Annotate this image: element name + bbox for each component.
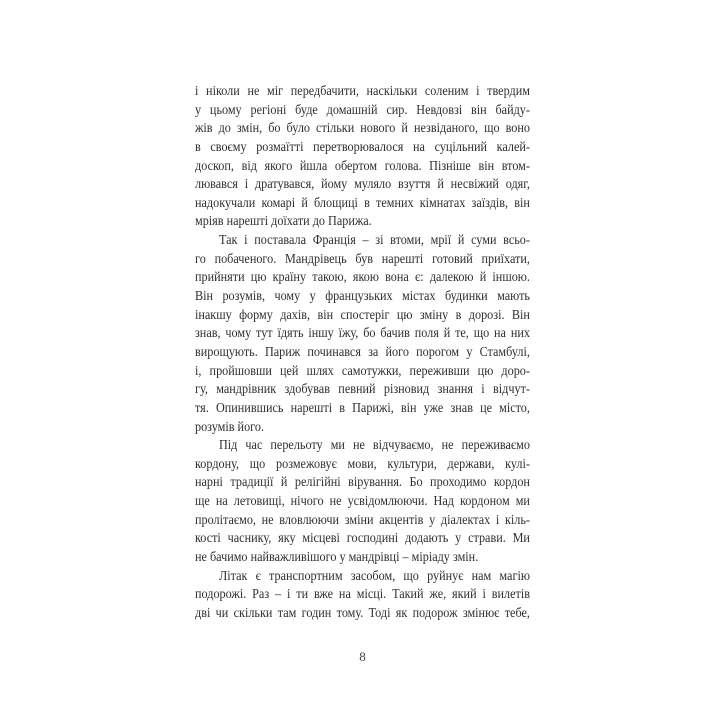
text-line: Літак є транспортним засобом, що руйнує нам магію <box>219 568 530 584</box>
text-line: доскоп, від якого йшла обертом голова. Пізніше він втом- <box>195 158 530 174</box>
text-line: жів до змін, бо було стільки нового й незвіданого, що воно <box>195 121 530 137</box>
text-line: знав, чому тут їдять іншу їжу, бо бачив поля й те, що на них <box>195 326 530 342</box>
text-line: Так і поставала Франція – зі втоми, мрії й суми всьо- <box>219 233 530 249</box>
text-line: подорожі. Раз – і ти вже на місці. Такий же, який і вилетів <box>195 587 530 603</box>
text-line: тя. Опинившись нарешті в Парижі, він уже знав це місто, <box>195 400 530 416</box>
text-line: нарні традиції й релігійні вірування. Бо проходимо кордон <box>195 475 530 491</box>
paragraph-4 <box>195 568 530 624</box>
text-line: Під час перельоту ми не відчуваємо, не переживаємо <box>219 438 530 454</box>
text-line: у цьому регіоні буде домашній сир. Невдовзі він байду- <box>195 102 530 118</box>
text-line: не бачимо найважливішого у мандрівці – міріаду змін. <box>195 550 479 566</box>
text-line: і ніколи не міг передбачити, наскільки соленим і твердим <box>195 84 530 99</box>
text-line: ще на летовищі, нічого не усвідомлюючи. Над кордоном ми <box>195 494 530 510</box>
paragraph-3 <box>195 437 530 567</box>
text-line: гу, мандрівник здобував певний різновид знання і відчут- <box>195 382 530 398</box>
text-line: кості часнику, яку місцеві господині додають у страви. Ми <box>195 531 530 547</box>
text-line: надокучали комарі й блощиці в темних кімнатах заїздів, він <box>195 195 530 211</box>
text-line: кордону, що розмежовує мови, культури, держави, кулі- <box>195 456 530 472</box>
text-line: го побаченого. Мандрівець був нарешті готовий приїхати, <box>195 251 530 267</box>
text-line: пролітаємо, не вловлюючи зміни акцентів у діалектах і кіль- <box>195 512 530 528</box>
text-line: дві чи скільки там годин тому. Тоді як подорож змінює тебе, <box>195 605 530 621</box>
text-line: в своєму розмаїтті перетворювалося на суцільний калей- <box>195 139 530 155</box>
text-line: і, пройшовши цей шлях самотужки, переживши цю доро- <box>195 363 530 379</box>
text-line: прийняти цю країну такою, якою вона є: далекою й іншою. <box>195 270 530 286</box>
text-line: лювався і дратувався, йому муляло взуття й несвіжий одяг, <box>195 177 530 193</box>
text-line: вирощують. Париж починався за його порогом у Стамбулі, <box>195 344 530 360</box>
page-number: 8 <box>359 649 366 664</box>
text-line: інакшу форму дахів, він спостеріг цю зміну в дорозі. Він <box>195 307 530 323</box>
text-line: Він розумів, чому у французьких містах будинки мають <box>195 289 530 305</box>
paragraph-2 <box>195 232 530 437</box>
text-line: мріяв нарешті доїхати до Парижа. <box>195 214 372 230</box>
body-text <box>195 83 530 624</box>
text-line: розумів його. <box>195 419 264 435</box>
paragraph-1 <box>195 83 530 232</box>
